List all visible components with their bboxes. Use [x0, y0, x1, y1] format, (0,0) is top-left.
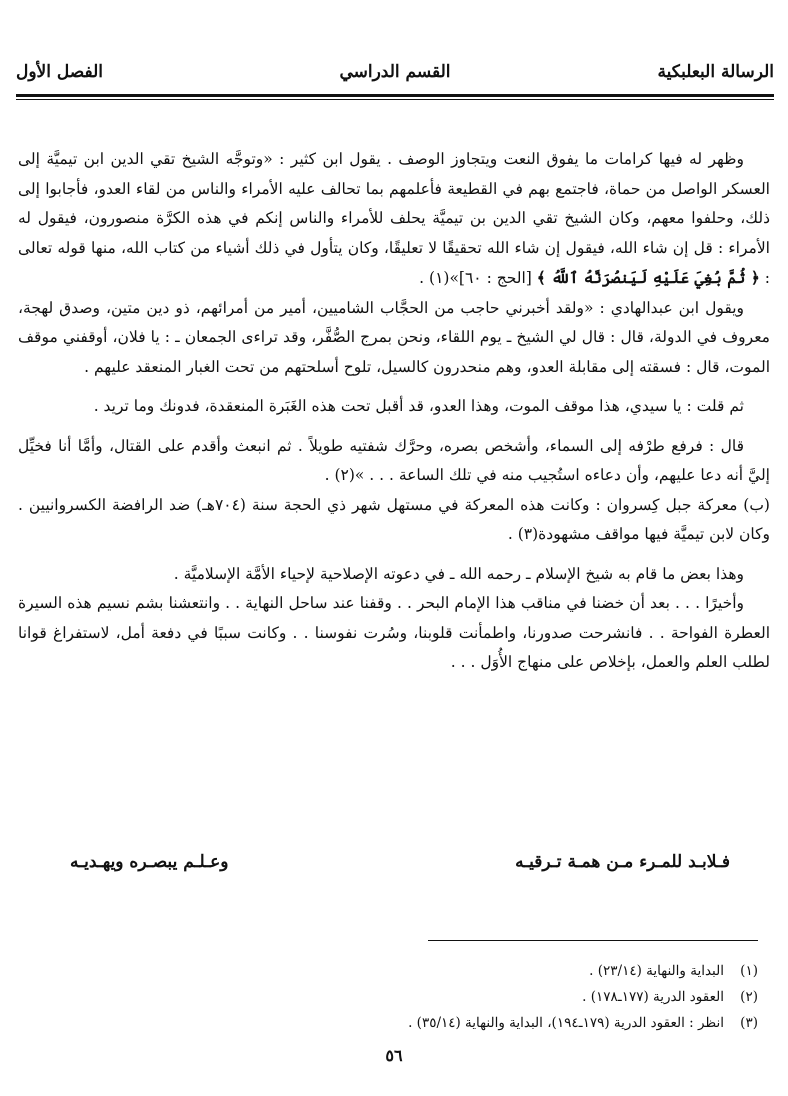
header-rule-thin: [16, 99, 774, 100]
header-rule-thick: [16, 94, 774, 97]
footnote: [38, 984, 758, 1010]
footnote: [38, 1010, 758, 1036]
poem-hemistich-1: فـلابـد للمـرء مـن همـة تـرقيـه: [515, 852, 730, 872]
paragraph-summary: وهذا بعض ما قام به شيخ الإسلام ـ رحمه الله ـ في دعوته الإصلاحية لإحياء الأمَّة الإسلاميَّة .: [173, 564, 744, 583]
paragraph-ibn-abdulhadi: ويقول ابن عبدالهادي : «ولقد أخبرني حاجب من الحجَّاب الشاميين، أمير من أمرائهم، ذو دين متين، وصدق لهجة، معروف في الدولة، قال : قال لي الشيخ ـ يوم اللقاء، ونحن بمرج الصُّفَّر، وقد تراءى الجمعان ـ : يا فلان، أوقفني موقف الموت، قال : فسقته إلى مقابلة العدو، وهم منحدرون كالسيل، تلوح أسلحتهم من تحت الغبار المنعقد عليهم .: [18, 298, 770, 376]
main-text: [18, 145, 770, 678]
footnotes: [38, 958, 758, 1036]
paragraph-kisrawan-battle: (ب) معركة جبل كِسروان : وكانت هذه المعركة في مستهل شهر ذي الحجة سنة (٧٠٤هـ) ضد الرافضة الكسروانيين . وكان لابن تيميَّة فيها مواقف مشهودة(٣) .: [18, 495, 770, 543]
page-number: ٥٦: [385, 1046, 403, 1065]
section-title: القسم الدراسي: [339, 62, 451, 82]
footnote-number: (١): [740, 963, 758, 979]
footnote: [38, 958, 758, 984]
running-header: [16, 62, 774, 92]
quran-verse: ﴿ ثُمَّ بُغِيَ عَلَيْهِ لَيَنصُرَنَّهُ ٱللَّهُ ﴾: [536, 268, 760, 287]
footnote-text: انظر : العقود الدرية (١٧٩ـ١٩٤)، البداية والنهاية (٣٥/١٤) .: [408, 1015, 724, 1031]
footnote-number: (٣): [740, 1015, 758, 1031]
footnote-separator: [428, 940, 758, 941]
footnote-text: العقود الدرية (١٧٧ـ١٧٨) .: [582, 989, 724, 1005]
paragraph-then-i-said: ثم قلت : يا سيدي، هذا موقف الموت، وهذا العدو، قد أقبل تحت هذه الغَبَرة المنعقدة، فدونك وما تريد .: [93, 397, 744, 415]
book-title: الرسالة البعلبكية: [657, 62, 774, 82]
footnote-text: البداية والنهاية (٢٣/١٤) .: [589, 963, 724, 979]
chapter-title: الفصل الأول: [16, 62, 104, 82]
poem-verse: [40, 852, 730, 884]
poem-hemistich-2: وعـلـم يبصـره ويهـديـه: [70, 852, 229, 872]
footnote-number: (٢): [740, 989, 758, 1005]
paragraph-conclusion: وأخيرًا . . . بعد أن خضنا في مناقب هذا الإمام البحر . . وقفنا عند ساحل النهاية . . وانتعشنا بشم نسيم هذه السيرة العطرة الفواحة . . فانشرحت صدورنا، واطمأنت قلوبنا، وسُرت نفوسنا . . وكانت سببًا في دفعة أمل، لاستفراغ قوانا لطلب العلم والعمل، بإخلاص على منهاج الأُوَل . . .: [18, 594, 770, 671]
paragraph-he-said: قال : فرفع طرْفه إلى السماء، وأشخص بصره، وحرَّك شفتيه طويلاً . ثم انبعث وأقدم على القتال، وأمَّا أنا فخيِّل إليَّ أنه دعا عليهم، وأن دعاءه استُجيب منه في تلك الساعة . . . »(٢) .: [18, 436, 770, 484]
paragraph-ibn-kathir: وظهر له فيها كرامات ما يفوق النعت ويتجاوز الوصف . يقول ابن كثير : «وتوجَّه الشيخ تقي الدين ابن تيميَّة إلى العسكر الواصل من حماة، فاجتمع بهم في القطيعة فأعلمهم بما تحالف عليه الأمراء والناس من لقاء العدو، فأجابوا إلى ذلك، وحلفوا معهم، وكان الشيخ تقي الدين بن تيميَّة يحلف للأمراء والناس إنكم في هذه الكرَّة منصورون، فيقول له الأمراء : قل إن شاء الله، فيقول إن شاء الله تحقيقًا لا تعليقًا، وكان يتأول في ذلك أشياء من كتاب الله، منها قوله تعالى : ﴿ ثُمَّ بُغِيَ عَلَيْهِ لَيَنصُرَنَّهُ ٱللَّهُ ﴾ [الحج : ٦٠]»(١) .: [18, 150, 770, 287]
